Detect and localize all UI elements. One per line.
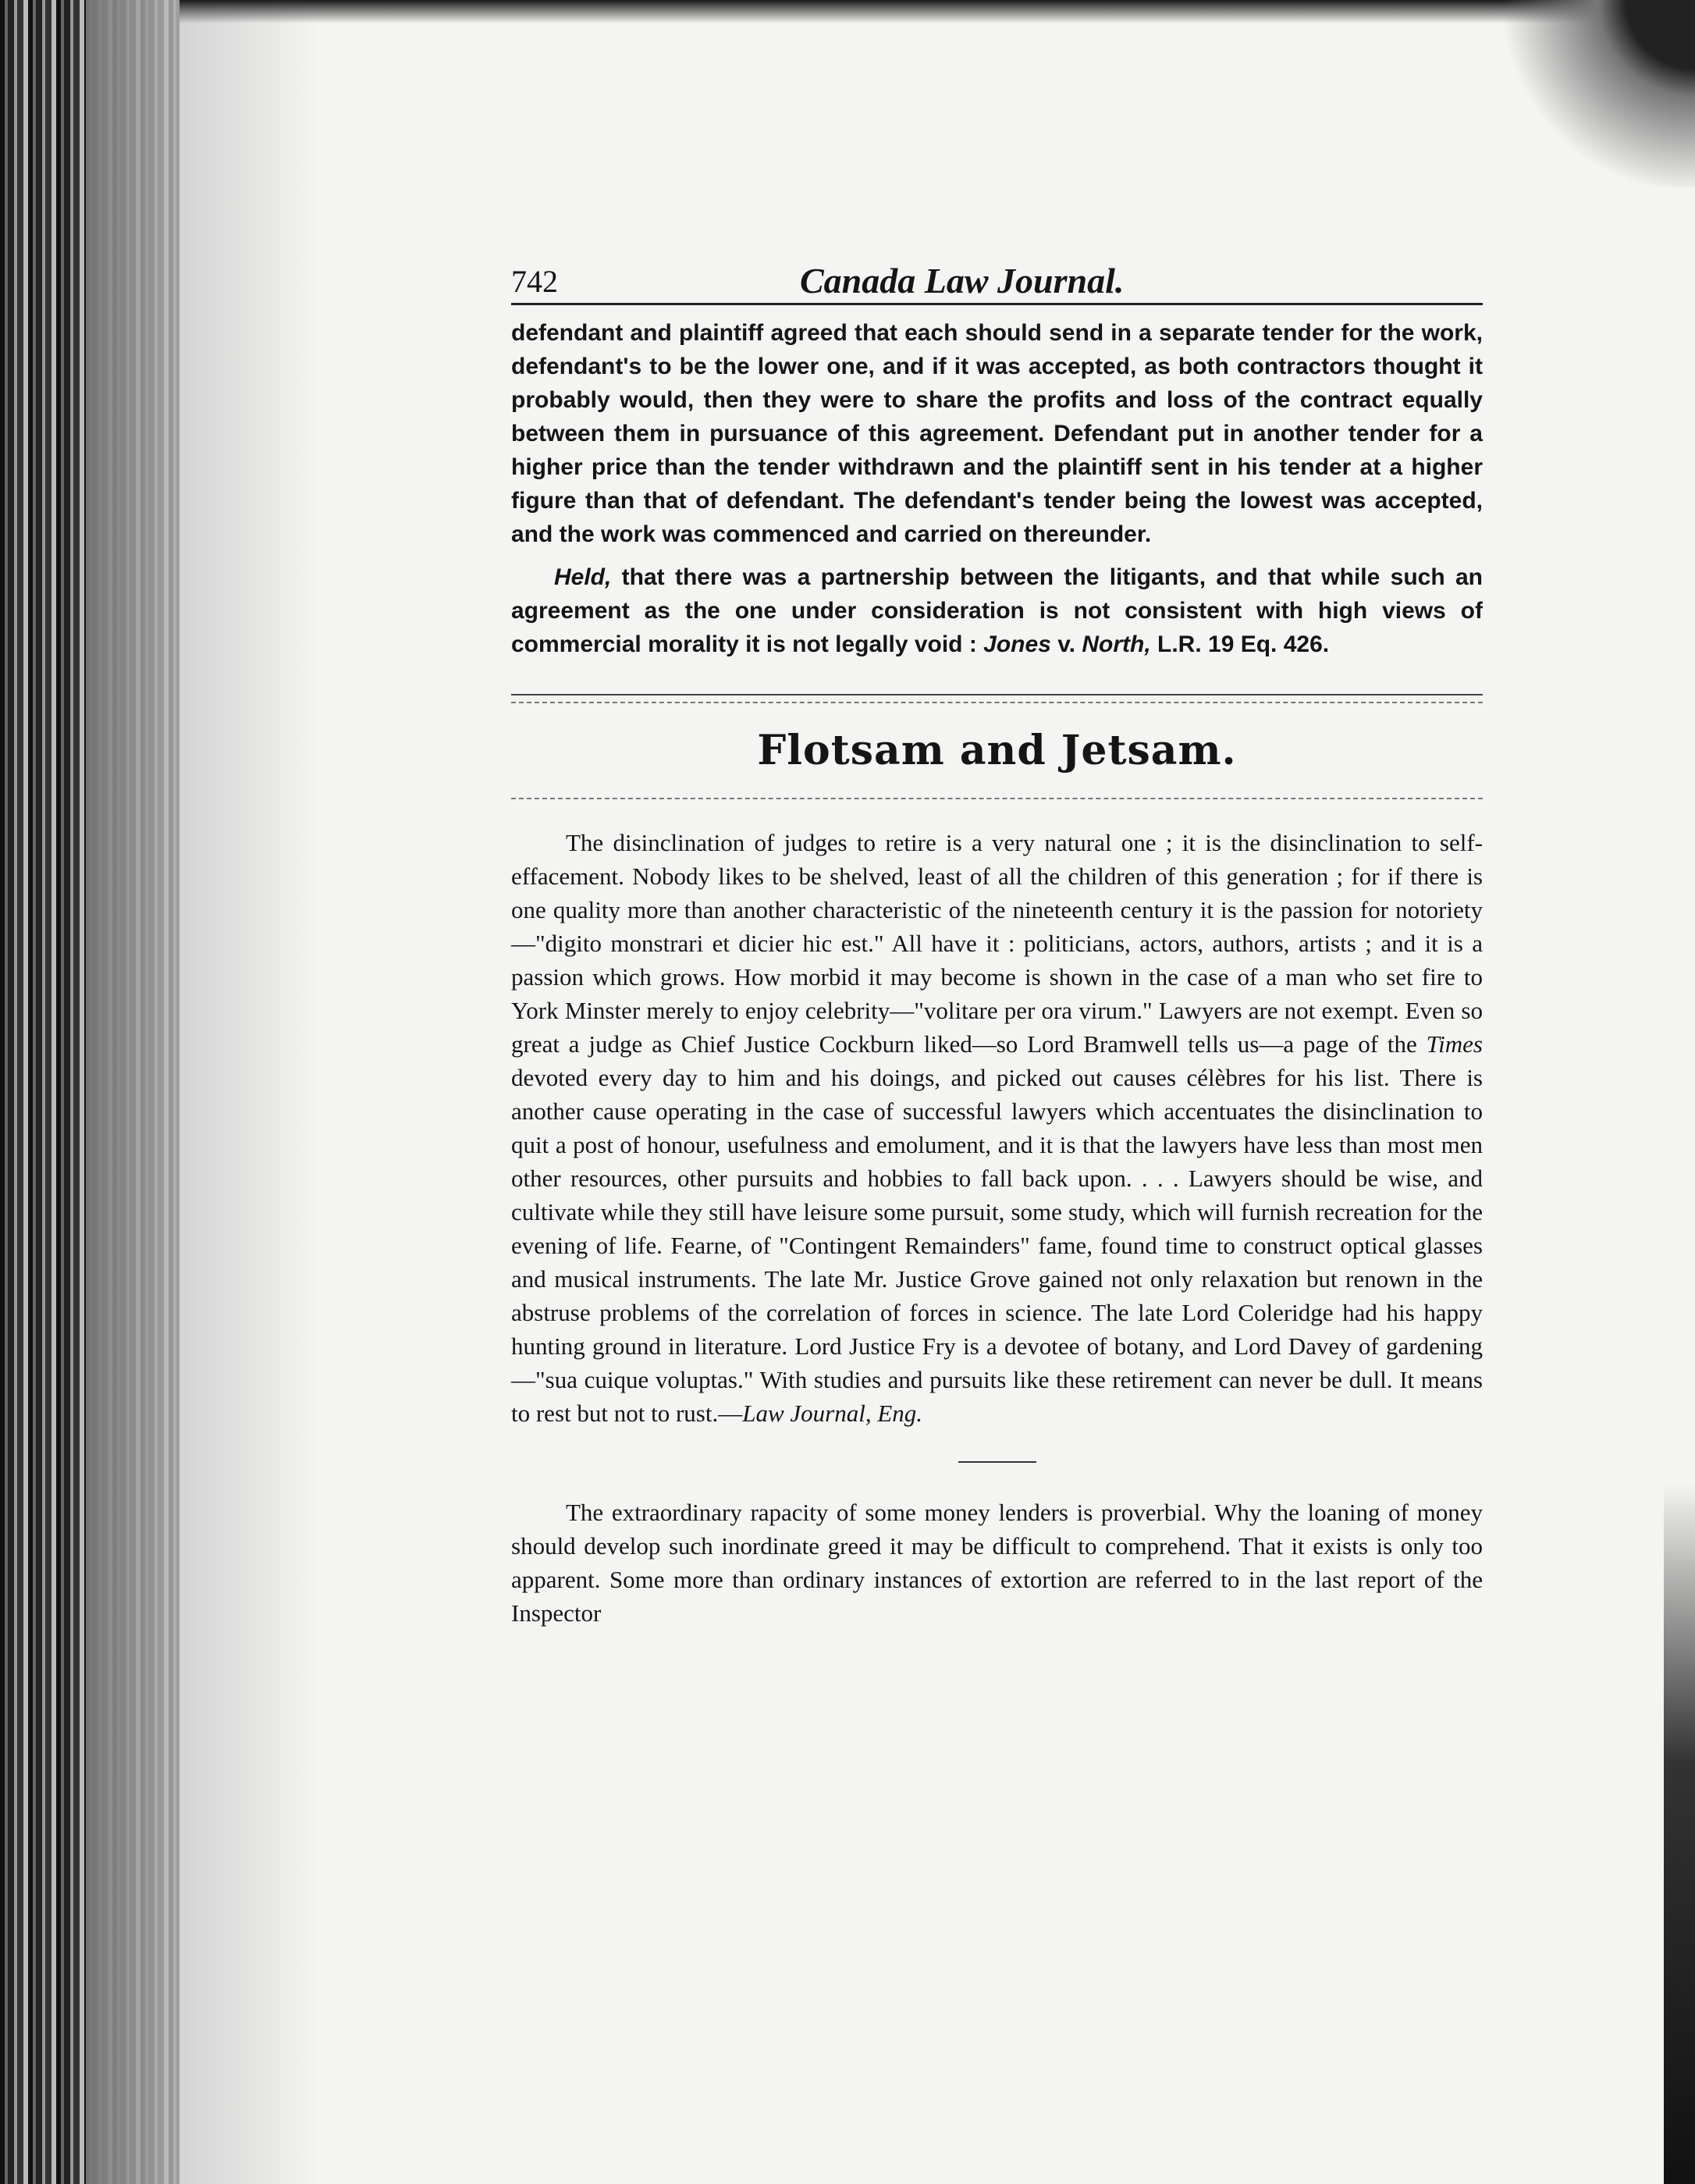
page-number: 742 [511, 264, 558, 299]
citation-party-2: North, [1082, 631, 1151, 657]
case-report [511, 316, 1483, 661]
times-reference: Times [1426, 1030, 1483, 1058]
case-facts-paragraph: defendant and plaintiff agreed that each should send in a separate tender for the work, defendant's to be the lower one, and if it was accepted, as both contractors thought it probably would, then they were to share the profits and loss of the contract equally between them in pursuance of this agreement. Defendant put in another tender for a higher price than the tender withdrawn and the plaintiff sent in his tender at a higher figure than that of defendant. The defendant's tender being the lowest was accepted, and the work was commenced and carried on thereunder. [511, 320, 1483, 547]
scan-shadow-left [0, 0, 179, 2184]
essay-text-part-1: The disinclination of judges to retire is a very natural one ; it is the disinclination to self-effacement. Nobody likes to be shelved, least of all the children of this generation ; for if there is one quality more than another characteristic of the nineteenth century it is the passion for notoriety—"digito monstrari et dicier hic est." All have it : politicians, actors, authors, artists ; and it is a passion which grows. How morbid it may become is shown in the case of a man who set fire to York Minster merely to enjoy celebrity—"volitare per ora virum." Lawyers are not exempt. Even so great a judge as Chief Justice Cockburn liked—so Lord Bramwell tells us—a page of the [511, 829, 1483, 1058]
essay-source: Law Journal, Eng. [742, 1400, 923, 1427]
scan-shadow-right [1664, 1483, 1695, 2184]
case-holding-paragraph [511, 560, 1483, 661]
page-header [511, 250, 1483, 305]
held-text: that there was a partnership between the litigants, and that while such an agreement as the one under consideration is not consistent with high views of commercial morality it is not legally void : [511, 564, 1483, 657]
scan-shadow-corner [1492, 0, 1695, 187]
section-divider-top [511, 694, 1483, 695]
section-divider-dotted [511, 702, 1483, 703]
held-word: Held, [554, 564, 612, 590]
citation-v: v. [1050, 631, 1082, 657]
essay-retirement [511, 826, 1483, 1430]
scan-shadow-top [179, 0, 1695, 23]
article-separator [958, 1461, 1036, 1463]
essay-paragraph [511, 826, 1483, 1430]
journal-page [511, 250, 1483, 1983]
citation-party-1: Jones [983, 631, 1051, 657]
running-title: Canada Law Journal. [800, 261, 1125, 301]
essay-money-lenders [511, 1496, 1483, 1630]
essay-paragraph-2: The extraordinary rapacity of some money lenders is proverbial. Why the loaning of money should develop such inordinate greed it may be difficult to comprehend. That it exists is only too apparent. Some more than ordinary instances of extortion are referred to in the last report of the Inspector [511, 1499, 1483, 1627]
section-divider-bottom [511, 798, 1483, 799]
essay-text-part-2: devoted every day to him and his doings, and picked out causes célèbres for his list. There is another cause operating in the case of successful lawyers which accentuates the disinclination to quit a post of honour, usefulness and emolument, and it is that the lawyers have less than most men other resources, other pursuits and hobbies to fall back upon. . . . Lawyers should be wise, and cultivate while they still have leisure some pursuit, some study, which will furnish recreation for the evening of life. Fearne, of "Contingent Remainders" fame, found time to construct optical glasses and musical instruments. The late Mr. Justice Grove gained not only relaxation but renown in the abstruse problems of the correlation of forces in science. The late Lord Coleridge had his happy hunting ground in literature. Lord Justice Fry is a devotee of botany, and Lord Davey of gardening—"sua cuique voluptas." With studies and pursuits like these retirement can never be dull. It means to rest but not to rust.— [511, 1064, 1483, 1427]
section-heading: Flotsam and Jetsam. [757, 727, 1237, 774]
citation-reference: L.R. 19 Eq. 426. [1150, 631, 1330, 657]
